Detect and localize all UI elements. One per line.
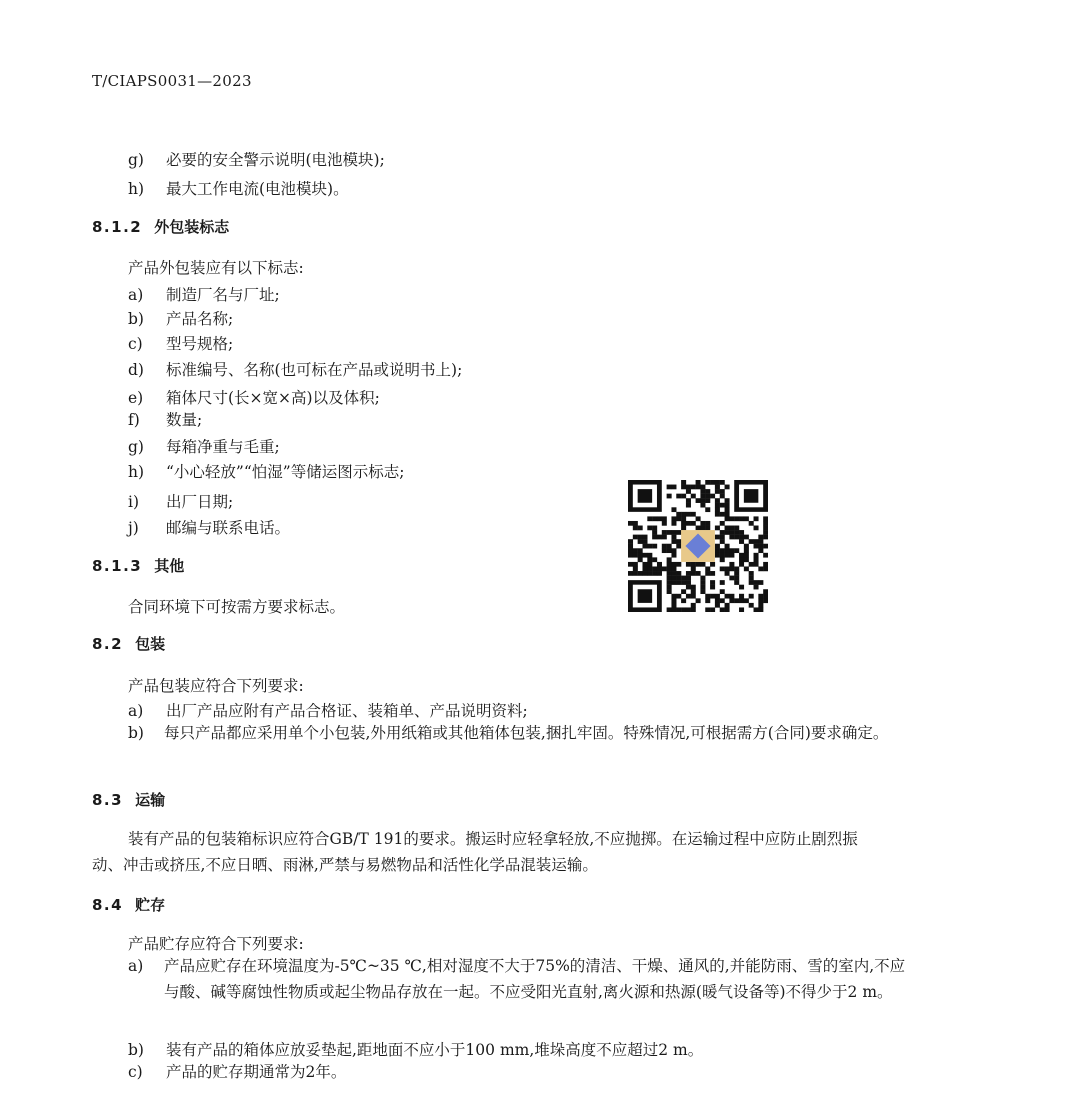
document-code: T/CIAPS0031—2023 [92,72,252,90]
list-text: 产品应贮存在环境温度为-5℃~35 ℃,相对湿度不大于75%的清洁、干燥、通风的,并能防雨、雪的室内,不应与酸、碱等腐蚀性物质或起尘物品存放在一起。不应受阳光直射,离火源和热源(暖气设备等)不得少于2 m。 [164,957,906,1001]
list-marker: c) [128,335,143,353]
qr-code-icon [628,480,768,612]
list-item [128,953,916,1005]
list-item [128,1038,703,1060]
list-item [128,177,349,199]
section-title: 运输 [135,791,166,809]
list-marker: j) [128,519,139,537]
section-title: 其他 [154,557,185,575]
section-title: 贮存 [135,896,166,914]
list-marker: a) [128,957,144,975]
list-marker: h) [128,463,145,481]
section-intro: 产品外包装应有以下标志: [128,259,304,277]
section-intro: 产品贮存应符合下列要求: [128,935,304,953]
section-heading-8-2 [92,633,165,654]
list-text: 制造厂名与厂址; [166,286,280,304]
list-marker: i) [128,493,140,511]
list-item [128,720,916,746]
list-text: 产品名称; [166,310,234,328]
list-item [128,283,280,305]
list-item [128,1060,346,1082]
section-number: 8.1.3 [92,557,143,575]
list-marker: c) [128,1063,143,1081]
list-text: 出厂日期; [166,493,234,511]
list-text: 产品的贮存期通常为2年。 [166,1063,347,1081]
section-heading-8-3 [92,789,165,810]
list-marker: d) [128,361,144,379]
list-marker: e) [128,389,144,407]
list-item [128,460,404,482]
list-item [128,332,233,354]
list-item [128,358,462,380]
section-heading-8-4 [92,894,165,915]
section-title: 外包装标志 [154,218,230,236]
list-item [128,408,202,430]
list-marker: b) [128,1041,144,1059]
section-title: 包装 [135,635,166,653]
list-item [128,148,385,170]
section-number: 8.2 [92,635,124,653]
section-heading-8-1-2 [92,216,229,237]
list-marker: f) [128,411,140,429]
section-heading-8-1-3 [92,555,184,576]
list-marker: h) [128,180,145,198]
list-text: 出厂产品应附有产品合格证、装箱单、产品说明资料; [166,702,528,720]
list-item [128,699,528,721]
section-number: 8.1.2 [92,218,143,236]
section-number: 8.4 [92,896,124,914]
qr-code-graphic [628,480,768,612]
list-marker: g) [128,438,144,456]
list-item [128,307,233,329]
list-marker: b) [128,310,144,328]
list-text: 数量; [166,411,203,429]
list-text: “小心轻放”“怕湿”等储运图示标志; [166,463,405,481]
list-text: 装有产品的箱体应放妥垫起,距地面不应小于100 mm,堆垛高度不应超过2 m。 [166,1041,704,1059]
list-item [128,435,280,457]
list-text: 标准编号、名称(也可标在产品或说明书上); [166,361,463,379]
list-marker: a) [128,286,144,304]
list-marker: a) [128,702,144,720]
section-intro: 产品包装应符合下列要求: [128,677,304,695]
section-text: 合同环境下可按需方要求标志。 [128,598,346,616]
list-text: 箱体尺寸(长×宽×高)以及体积; [166,389,380,407]
list-item [128,516,290,538]
list-text: 必要的安全警示说明(电池模块); [166,151,385,169]
list-text: 每只产品都应采用单个小包装,外用纸箱或其他箱体包装,捆扎牢固。特殊情况,可根据需方(合同)要求确定。 [164,724,889,742]
list-text: 邮编与联系电话。 [166,519,291,537]
list-text: 最大工作电流(电池模块)。 [166,180,349,198]
section-paragraph: 装有产品的包装箱标识应符合GB/T 191的要求。搬运时应轻拿轻放,不应抛掷。在运输过程中应防止剧烈振动、冲击或挤压,不应日晒、雨淋,严禁与易燃物品和活性化学品混装运输。 [92,830,858,874]
list-text: 型号规格; [166,335,234,353]
list-marker: g) [128,151,144,169]
list-marker: b) [128,724,144,742]
list-text: 每箱净重与毛重; [166,438,280,456]
list-item [128,490,233,512]
list-item [128,386,380,408]
section-number: 8.3 [92,791,124,809]
